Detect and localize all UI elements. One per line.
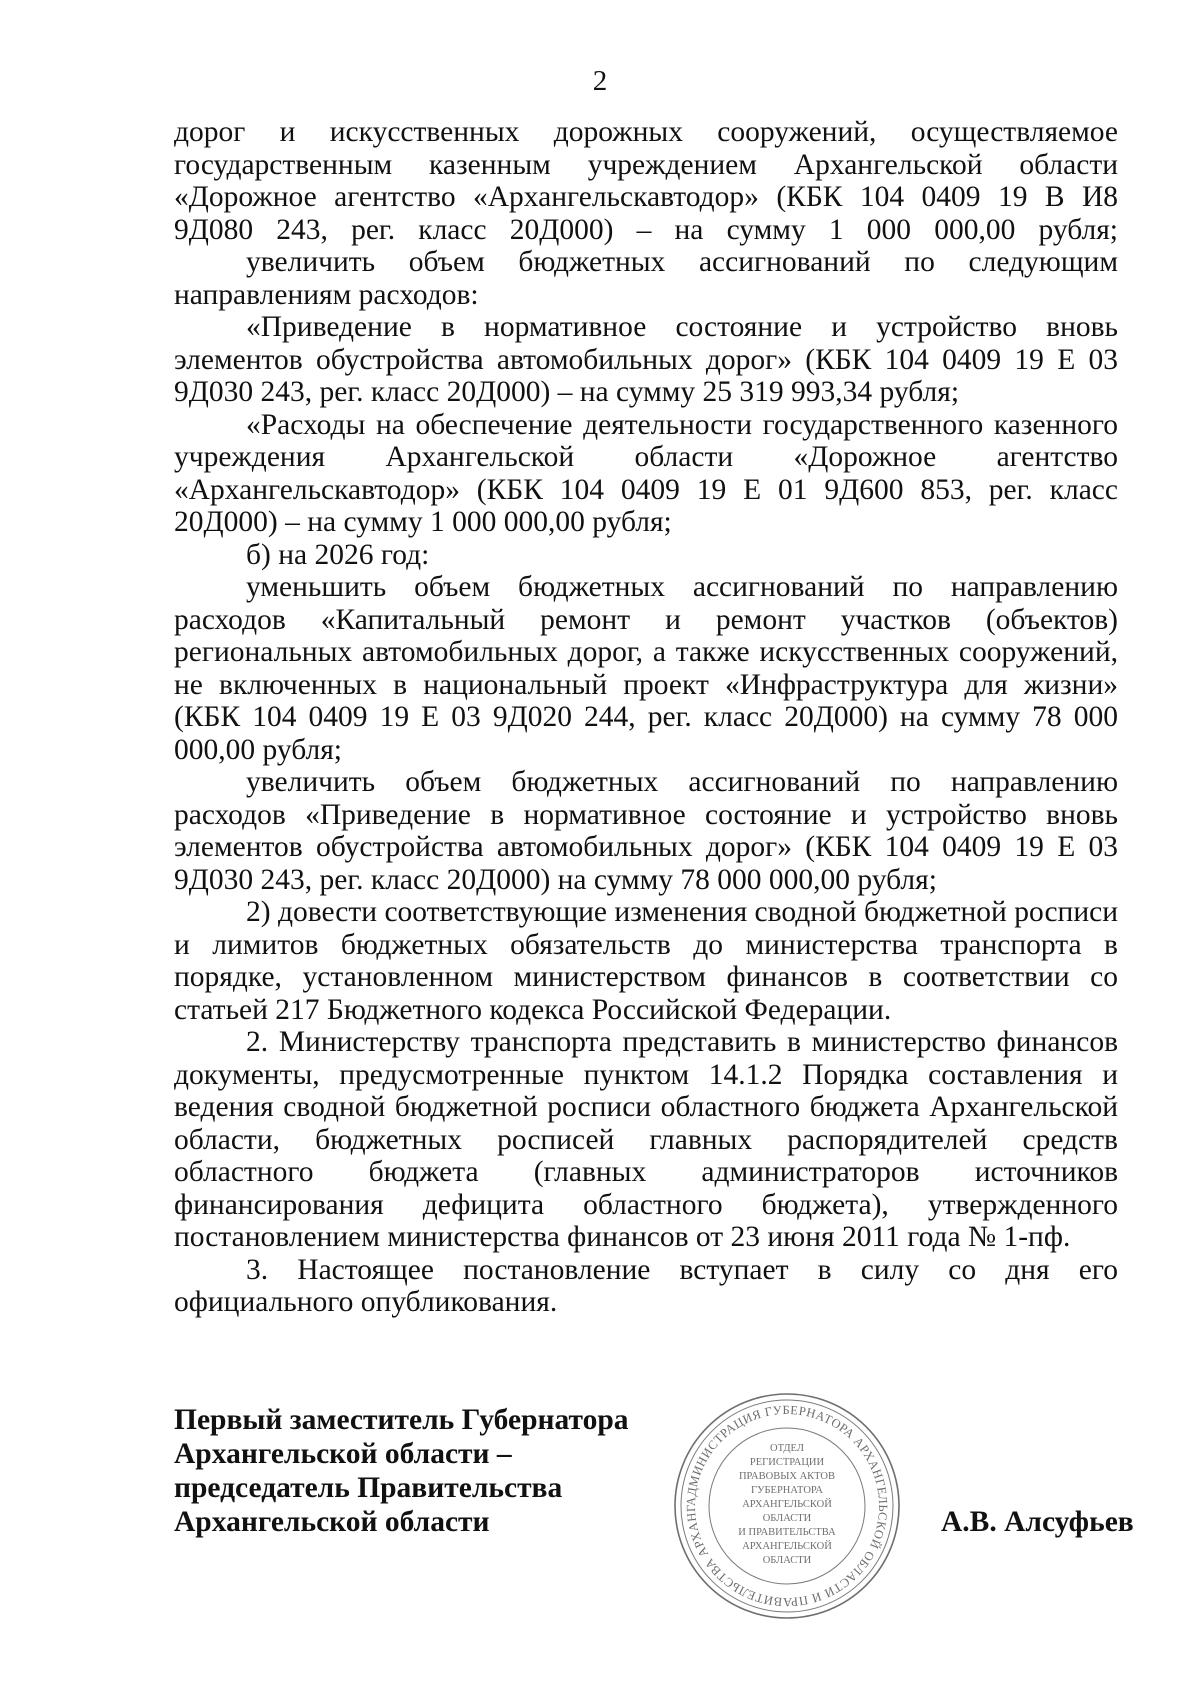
seal-center-line: И ПРАВИТЕЛЬСТВА bbox=[738, 1527, 836, 1538]
seal-center-line: ГУБЕРНАТОРА bbox=[751, 1485, 823, 1496]
paragraph: 2. Министерству транспорта представить в министерство финансов документы, предусмотренные пунктом 14.1.2 Порядка составления и ведения сводной бюджетной росписи областного бюджета Архангельской области, бюджетных росписей главных распорядителей средств областного бюджета (главных администраторов источников финансирования дефицита областного бюджета), утвержденного постановлением министерства финансов от 23 июня 2011 года № 1-пф. bbox=[174, 1026, 1118, 1253]
paragraph: «Расходы на обеспечение деятельности государственного казенного учреждения Архангельской области «Дорожное агентство «Архангельскавтодор» (КБК 104 0409 19 Е 01 9Д600 853, рег. класс 20Д000) – на сумму 1 000 000,00 рубля; bbox=[174, 408, 1118, 538]
paragraph: б) на 2026 год: bbox=[246, 538, 430, 571]
signatory-title-line: Архангельской области – bbox=[174, 1438, 512, 1470]
seal-graphic bbox=[672, 1391, 902, 1621]
seal-ring-text: АДМИНИСТРАЦИЯ ГУБЕРНАТОРА АРХАНГЕЛЬСКОЙ ОБЛАСТИ И ПРАВИТЕЛЬСТВА АРХАНГ bbox=[683, 1402, 891, 1610]
signatory-title-line: председатель Правительства bbox=[174, 1472, 563, 1504]
signatory-name: А.В. Алсуфьев bbox=[941, 1506, 1134, 1538]
signatory-title bbox=[174, 1403, 634, 1539]
document-body bbox=[174, 116, 1118, 1319]
seal-center-line: АРХАНГЕЛЬСКОЙ bbox=[742, 1541, 832, 1552]
paragraph: увеличить объем бюджетных ассигнований по направлению расходов «Приведение в нормативное состояние и устройство вновь элементов обустройства автомобильных дорог» (КБК 104 0409 19 Е 03 9Д030 243, рег. класс 20Д000) на сумму 78 000 000,00 рубля; bbox=[174, 766, 1118, 896]
paragraph: увеличить объем бюджетных ассигнований по следующим направлениям расходов: bbox=[174, 246, 1118, 311]
official-seal bbox=[672, 1391, 902, 1621]
seal-center-line: ОТДЕЛ bbox=[770, 1443, 804, 1454]
seal-center-line: ОБЛАСТИ bbox=[762, 1555, 812, 1566]
seal-center-line: АРХАНГЕЛЬСКОЙ bbox=[742, 1499, 832, 1510]
seal-center-line: ОБЛАСТИ bbox=[762, 1513, 812, 1524]
seal-center-line: ПРАВОВЫХ АКТОВ bbox=[738, 1471, 836, 1482]
signatory-title-line: Архангельской области bbox=[174, 1506, 490, 1538]
paragraph: дорог и искусственных дорожных сооружений, осуществляемое государственным казенным учреждением Архангельской области «Дорожное агентство «Архангельскавтодор» (КБК 104 0409 19 В И8 9Д080 243, рег. класс 20Д000) – на сумму 1 000 000,00 рубля; bbox=[174, 116, 1118, 246]
seal-center-line: РЕГИСТРАЦИИ bbox=[749, 1457, 825, 1468]
signatory-title-line: Первый заместитель Губернатора bbox=[174, 1404, 629, 1436]
paragraph: «Приведение в нормативное состояние и устройство вновь элементов обустройства автомобильных дорог» (КБК 104 0409 19 Е 03 9Д030 243, рег. класс 20Д000) – на сумму 25 319 993,34 рубля; bbox=[174, 311, 1118, 408]
paragraph: уменьшить объем бюджетных ассигнований по направлению расходов «Капитальный ремонт и ремонт участков (объектов) региональных автомобильных дорог, а также искусственных сооружений, не включенных в национальный проект «Инфраструктура для жизни» (КБК 104 0409 19 Е 03 9Д020 244, рег. класс 20Д000) на сумму 78 000 000,00 рубля; bbox=[174, 571, 1118, 766]
page-number: 2 bbox=[592, 65, 608, 97]
paragraph: 2) довести соответствующие изменения сводной бюджетной росписи и лимитов бюджетных обязательств до министерства транспорта в порядке, установленном министерством финансов в соответствии со статьей 217 Бюджетного кодекса Российской Федерации. bbox=[174, 896, 1118, 1026]
paragraph: 3. Настоящее постановление вступает в силу со дня его официального опубликования. bbox=[174, 1253, 1118, 1318]
